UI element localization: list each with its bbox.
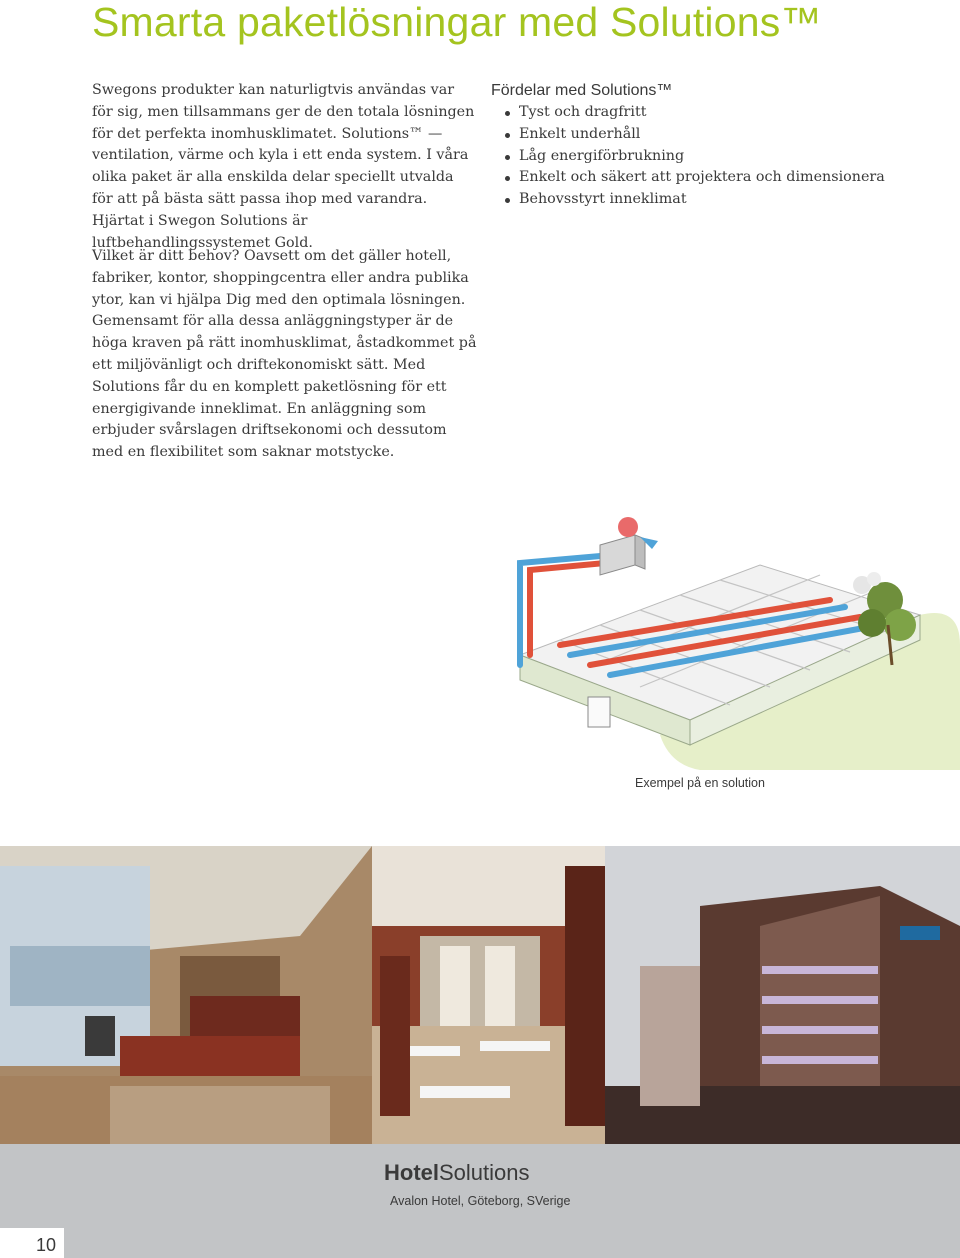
- benefit-item: [491, 102, 931, 124]
- hotel-location: Avalon Hotel, Göteborg, SVerige: [390, 1194, 571, 1208]
- building-illustration: [500, 505, 960, 775]
- bullet-icon: [505, 176, 510, 181]
- page-title: Smarta paketlösningar med Solutions™: [92, 0, 822, 45]
- restaurant-photo: [372, 846, 605, 1144]
- benefit-item: [491, 189, 931, 211]
- benefit-text: Tyst och dragfritt: [519, 104, 647, 120]
- benefit-text: Enkelt underhåll: [519, 125, 641, 142]
- benefit-item: [491, 124, 931, 146]
- hotel-photos: [0, 846, 960, 1144]
- benefits-heading: Fördelar med Solutions™: [491, 82, 673, 99]
- bullet-icon: [505, 133, 510, 138]
- logo-bold: Hotel: [384, 1160, 439, 1185]
- benefit-text: Enkelt och säkert att projektera och dimensionera: [519, 169, 885, 186]
- illustration-caption: Exempel på en solution: [635, 776, 765, 790]
- hotelsolutions-logo: [384, 1160, 530, 1186]
- needs-paragraph: [92, 246, 477, 464]
- lounge-photo: [0, 846, 372, 1144]
- benefit-text: Låg energiförbrukning: [519, 147, 685, 164]
- intro-paragraph: Swegons produkter kan naturligtvis användas var för sig, men tillsammans ger de den totala lösningen för det perfekta inomhusklimatet. Solutions™ — ventilation, värme och kyla i ett enda system. I våra olika paket är alla enskilda delar speciellt utvalda för att på bästa sätt passa ihop med varandra. Hjärtat i Swegon Solutions är luftbehandlingssystemet Gold.: [92, 82, 475, 251]
- bullet-icon: [505, 198, 510, 203]
- bullet-icon: [505, 155, 510, 160]
- benefits-list: [491, 102, 931, 211]
- benefit-item: [491, 146, 931, 168]
- needs-body: Oavsett om det gäller hotell, fabriker, kontor, shoppingcentra eller andra publika ytor, kan vi hjälpa Dig med den optimala lösningen. Gemensamt för alla dessa anläggningstyper är de höga kraven på rätt inomhusklimat, åstadkommet på ett miljövänligt och driftekonomiskt sätt. Med Solutions får du en komplett paketlösning för ett energigivande inneklimat. En anläggning som erbjuder svårslagen driftsekonomi och dessutom med en flexibilitet som saknar motstycke.: [92, 248, 477, 461]
- bullet-icon: [505, 111, 510, 116]
- needs-lead: Vilket är ditt behov?: [92, 248, 240, 264]
- benefit-item: [491, 167, 931, 189]
- logo-light: Solutions: [439, 1160, 530, 1185]
- benefit-text: Behovsstyrt inneklimat: [519, 191, 687, 208]
- page-number: 10: [36, 1235, 57, 1255]
- benefits-box: [491, 80, 931, 211]
- hotel-exterior-photo: [605, 846, 960, 1144]
